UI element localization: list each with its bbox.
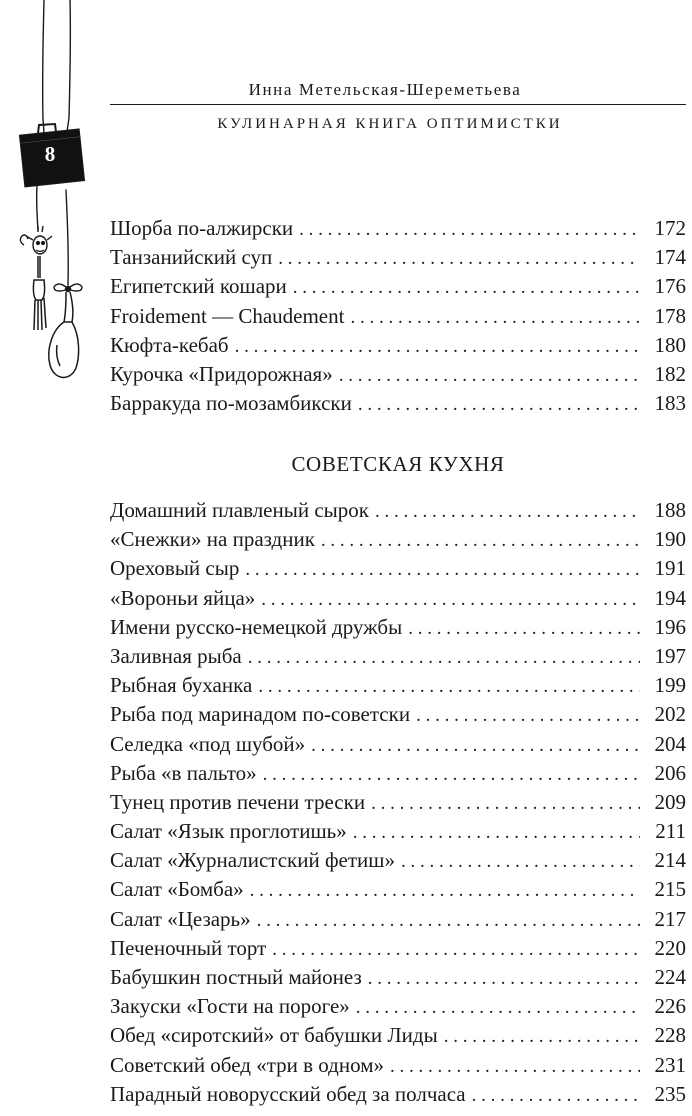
toc-entry [110, 817, 686, 846]
toc-entry [110, 243, 686, 272]
toc-entry-title: Имени русско-немецкой дружбы [110, 614, 403, 639]
toc-leader-dots [444, 1022, 640, 1051]
toc-entry [110, 554, 686, 583]
toc-entry-title: Froidement — Chaudement [110, 303, 345, 328]
toc-entry-page: 190 [654, 527, 686, 552]
toc-entry [110, 963, 686, 992]
toc-entry-page: 191 [654, 556, 686, 581]
toc-entry-page: 224 [654, 965, 686, 989]
section-heading: СОВЕТСКАЯ КУХНЯ [291, 452, 505, 476]
toc-entry [110, 1080, 686, 1109]
toc-entry-title: Ореховый сыр [110, 556, 240, 581]
toc-entry-page: 182 [654, 361, 686, 386]
toc-entry [110, 331, 686, 360]
toc-entry-page: 235 [654, 1081, 686, 1106]
toc-entry-title: Египетский кошари [110, 274, 287, 299]
toc-entry-title: Шорба по-алжирски [110, 216, 294, 240]
toc-entry-title: Заливная рыба [110, 643, 242, 668]
toc-leader-dots [356, 993, 640, 1022]
toc-entry-page: 183 [654, 391, 686, 416]
toc-list-soviet-cuisine [110, 496, 686, 1109]
toc-entry [110, 642, 686, 671]
toc-entry-title: Барракуда по-мозамбикски [110, 391, 352, 416]
toc-entry [110, 846, 686, 875]
toc-entry-title: Домашний плавленый сырок [110, 498, 369, 522]
toc-leader-dots [368, 964, 640, 993]
toc-leader-dots [390, 1052, 640, 1081]
toc-entry-page: 211 [655, 819, 686, 844]
toc-leader-dots [245, 555, 640, 584]
running-header-book-title: КУЛИНАРНАЯ КНИГА ОПТИМИСТКИ [217, 116, 563, 132]
toc-entry-title: Печеночный торт [110, 935, 267, 960]
toc-entry [110, 360, 686, 389]
toc-entry [110, 934, 686, 963]
toc-entry-title: Парадный новорусский обед за полчаса [110, 1081, 466, 1106]
toc-entry-page: 178 [654, 303, 686, 328]
toc-entry [110, 759, 686, 788]
toc-entry [110, 272, 686, 301]
toc-entry-title: Салат «Язык проглотишь» [110, 819, 347, 844]
toc-entry-page: 226 [654, 994, 686, 1019]
toc-entry-title: Обед «сиротский» от бабушки Лиды [110, 1023, 438, 1048]
toc-entry [110, 875, 686, 904]
toc-leader-dots [257, 906, 640, 935]
header-divider [110, 104, 686, 105]
toc-entry-page: 206 [654, 760, 686, 785]
toc-leader-dots [258, 672, 640, 701]
toc-entry-title: Салат «Журналистский фетиш» [110, 848, 395, 873]
toc-entry-title: Бабушкин постный майонез [110, 965, 362, 989]
toc-entry [110, 905, 686, 934]
toc-entry [110, 700, 686, 729]
toc-entry [110, 788, 686, 817]
toc-leader-dots [263, 760, 640, 789]
toc-entry [110, 496, 686, 525]
toc-leader-dots [272, 935, 640, 964]
running-header-author: Инна Метельская-Шереметьева [248, 80, 522, 99]
toc-entry-title: «Снежки» на праздник [110, 527, 315, 552]
toc-entry-title: «Вороньи яйца» [110, 585, 256, 610]
toc-entry-page: 209 [654, 789, 686, 814]
toc-entry [110, 992, 686, 1021]
toc-entry-page: 174 [654, 245, 686, 270]
toc-leader-dots [401, 847, 640, 876]
toc-entry-page: 176 [654, 274, 686, 299]
toc-entry [110, 1021, 686, 1050]
toc-entry-page: 215 [654, 877, 686, 902]
toc-entry-title: Танзанийский суп [110, 245, 273, 270]
toc-leader-dots [299, 215, 640, 244]
toc-entry [110, 389, 686, 418]
toc-entry-page: 204 [654, 731, 686, 756]
toc-entry-title: Салат «Цезарь» [110, 906, 251, 931]
toc-leader-dots [371, 789, 640, 818]
toc-entry-page: 180 [654, 332, 686, 357]
toc-entry-title: Салат «Бомба» [110, 877, 244, 902]
toc-entry-page: 196 [654, 614, 686, 639]
toc-entry-title: Рыба под маринадом по-советски [110, 702, 411, 727]
toc-entry-page: 197 [654, 643, 686, 668]
toc-leader-dots [416, 701, 640, 730]
toc-entry-page: 172 [654, 216, 686, 240]
toc-entry-title: Курочка «Придорожная» [110, 361, 333, 386]
toc-entry-page: 214 [654, 848, 686, 873]
toc-leader-dots [472, 1081, 640, 1110]
toc-entry-page: 231 [654, 1052, 686, 1077]
toc-entry-page: 220 [654, 935, 686, 960]
toc-entry-page: 228 [654, 1023, 686, 1048]
page-number: 8 [44, 142, 56, 166]
toc-entry-title: Рыба «в пальто» [110, 760, 257, 785]
toc-leader-dots [358, 390, 640, 419]
toc-entry-title: Кюфта-кебаб [110, 332, 229, 357]
toc-entry-page: 199 [654, 673, 686, 698]
toc-entry-page: 194 [654, 585, 686, 610]
toc-entry [110, 730, 686, 759]
toc-entry [110, 1051, 686, 1080]
toc-leader-dots [250, 876, 640, 905]
toc-leader-dots [293, 273, 640, 302]
toc-entry-title: Селедка «под шубой» [110, 731, 306, 756]
toc-leader-dots [248, 643, 640, 672]
toc-leader-dots [235, 332, 640, 361]
toc-entry-page: 188 [654, 498, 686, 522]
toc-leader-dots [375, 497, 640, 526]
toc-entry [110, 671, 686, 700]
toc-leader-dots [350, 303, 640, 332]
toc-entry-page: 202 [654, 702, 686, 727]
toc-entry-title: Советский обед «три в одном» [110, 1052, 384, 1077]
toc-entry [110, 525, 686, 554]
toc-entry [110, 302, 686, 331]
toc-leader-dots [321, 526, 640, 555]
toc-entry [110, 214, 686, 243]
toc-leader-dots [339, 361, 640, 390]
toc-list-previous-section [110, 214, 686, 418]
toc-leader-dots [278, 244, 640, 273]
toc-leader-dots [261, 585, 640, 614]
toc-entry-page: 217 [654, 906, 686, 931]
toc-leader-dots [311, 731, 640, 760]
toc-entry-title: Закуски «Гости на пороге» [110, 994, 350, 1019]
toc-entry-title: Тунец против печени трески [110, 789, 366, 814]
toc-leader-dots [408, 614, 640, 643]
toc-entry-title: Рыбная буханка [110, 673, 253, 698]
toc-entry [110, 613, 686, 642]
toc-entry [110, 584, 686, 613]
toc-leader-dots [353, 818, 640, 847]
